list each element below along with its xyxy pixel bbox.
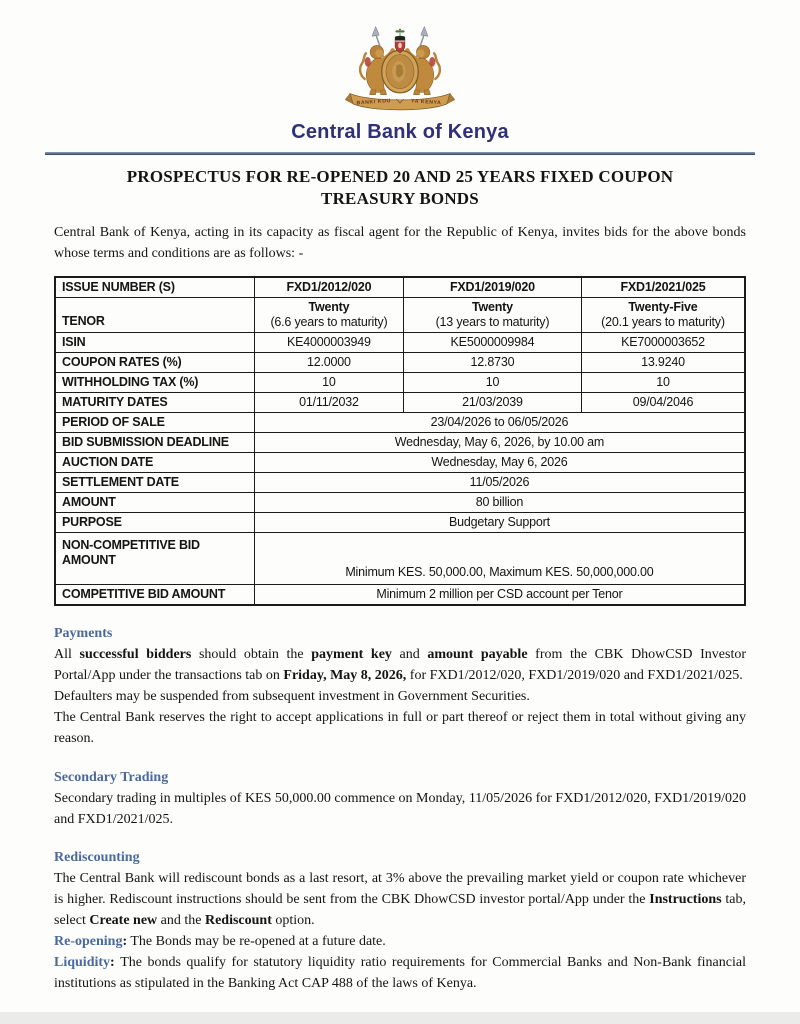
document-title-line1: PROSPECTUS FOR RE-OPENED 20 AND 25 YEARS FIXED COUPON: [126, 167, 674, 186]
banner-text-right: YA KENYA: [410, 98, 442, 107]
rediscounting-heading: Rediscounting: [54, 850, 140, 865]
tenor-1-years: Twenty: [308, 300, 350, 314]
purpose-value: Budgetary Support: [254, 513, 745, 533]
document-title-line2: TREASURY BONDS: [321, 189, 479, 208]
liquidity-label: Liquidity: [54, 955, 111, 970]
cbk-coat-of-arms-icon: [333, 24, 467, 118]
row-label: MATURITY DATES: [55, 393, 254, 413]
issue-number-1: FXD1/2012/020: [254, 277, 403, 298]
document-title: [54, 166, 746, 210]
settlement-date-value: 11/05/2026: [254, 473, 745, 493]
scan-edge-strip: [0, 1012, 800, 1024]
table-row-maturity-dates: [55, 393, 745, 413]
row-label: WITHHOLDING TAX (%): [55, 373, 254, 393]
amount-value: 80 billion: [254, 493, 745, 513]
table-row-isin: [55, 333, 745, 353]
tenor-3-maturity: (20.1 years to maturity): [601, 315, 725, 329]
row-label: PERIOD OF SALE: [55, 413, 254, 433]
coupon-rate-2: 12.8730: [403, 353, 581, 373]
central-shield-icon: [382, 50, 419, 93]
intro-paragraph: Central Bank of Kenya, acting in its capacity as fiscal agent for the Republic of Kenya, invites bids for the above bonds whose terms and conditions are as follows: -: [54, 225, 746, 261]
table-row-competitive-bid: [55, 585, 745, 606]
isin-3: KE7000003652: [581, 333, 745, 353]
row-label: COMPETITIVE BID AMOUNT: [55, 585, 254, 606]
tenor-2-maturity: (13 years to maturity): [435, 315, 550, 329]
table-row-purpose: [55, 513, 745, 533]
withholding-tax-2: 10: [403, 373, 581, 393]
table-row-amount: [55, 493, 745, 513]
table-row-issue-number: [55, 277, 745, 298]
bond-terms-table: [54, 276, 746, 606]
row-label: TENOR: [55, 298, 254, 333]
secondary-trading-heading: Secondary Trading: [54, 770, 169, 785]
tenor-1-maturity: (6.6 years to maturity): [270, 315, 388, 329]
reopening-label: Re-opening: [54, 934, 123, 949]
row-label: AUCTION DATE: [55, 453, 254, 473]
tenor-1: [254, 298, 403, 333]
row-label: ISSUE NUMBER (S): [55, 277, 254, 298]
liquidity-paragraph: Liquidity: The bonds qualify for statutory liquidity ratio requirements for Commercial Banks and Non-Bank financial institutions as stipulated in the Banking Act CAP 488 of the laws of Kenya.: [54, 955, 746, 991]
issue-number-2: FXD1/2019/020: [403, 277, 581, 298]
table-row-settlement-date: [55, 473, 745, 493]
maturity-date-3: 09/04/2046: [581, 393, 745, 413]
coupon-rate-1: 12.0000: [254, 353, 403, 373]
withholding-tax-3: 10: [581, 373, 745, 393]
row-label: AMOUNT: [55, 493, 254, 513]
bid-deadline-value: Wednesday, May 6, 2026, by 10.00 am: [254, 433, 745, 453]
maturity-date-2: 21/03/2039: [403, 393, 581, 413]
row-label: BID SUBMISSION DEADLINE: [55, 433, 254, 453]
row-label: COUPON RATES (%): [55, 353, 254, 373]
maturity-date-1: 01/11/2032: [254, 393, 403, 413]
withholding-tax-1: 10: [254, 373, 403, 393]
isin-2: KE5000009984: [403, 333, 581, 353]
payments-paragraph-1: All successful bidders should obtain the payment key and amount payable from the CBK DhowCSD Investor Portal/App under the transactions tab on Friday, May 8, 2026, for FXD1/2012/020, FXD1/2019/020 and FXD1/2021/025.: [54, 647, 747, 683]
non-competitive-bid-value: Minimum KES. 50,000.00, Maximum KES. 50,000,000.00: [254, 533, 745, 585]
table-row-withholding-tax: [55, 373, 745, 393]
tenor-2-years: Twenty: [471, 300, 513, 314]
secondary-trading-paragraph: Secondary trading in multiples of KES 50,000.00 commence on Monday, 11/05/2026 for FXD1/2012/020, FXD1/2019/020 and FXD1/2021/025.: [54, 791, 746, 827]
isin-1: KE4000003949: [254, 333, 403, 353]
reopening-paragraph: Re-opening: The Bonds may be re-opened at a future date.: [54, 934, 386, 949]
rediscounting-paragraph: The Central Bank will rediscount bonds as a last resort, at 3% above the prevailing market yield or coupon rate whichever is higher. Rediscount instructions should be sent from the CBK DhowCSD investor portal/App under the Instructions tab, select Create new and the Rediscount option.: [54, 871, 746, 928]
kenya-shield-icon: [395, 29, 405, 53]
period-of-sale-value: 23/04/2026 to 06/05/2026: [254, 413, 745, 433]
cbk-logo: [54, 24, 746, 118]
table-row-bid-deadline: [55, 433, 745, 453]
table-row-auction-date: [55, 453, 745, 473]
divider-line: [45, 152, 755, 155]
table-row-period-of-sale: [55, 413, 745, 433]
banner-text-left: BANKI KUU: [356, 98, 392, 107]
table-row-coupon-rates: [55, 353, 745, 373]
banner-ribbon-icon: [345, 94, 455, 110]
table-row-non-competitive-bid: [55, 533, 745, 585]
row-label: PURPOSE: [55, 513, 254, 533]
payments-heading: Payments: [54, 626, 113, 641]
issue-number-3: FXD1/2021/025: [581, 277, 745, 298]
table-row-tenor: [55, 298, 745, 333]
competitive-bid-value: Minimum 2 million per CSD account per Tenor: [254, 585, 745, 606]
row-label: NON-COMPETITIVE BID AMOUNT: [55, 533, 254, 585]
row-label: ISIN: [55, 333, 254, 353]
row-label: SETTLEMENT DATE: [55, 473, 254, 493]
defaulters-paragraph: Defaulters may be suspended from subsequent investment in Government Securities.: [54, 689, 530, 704]
tenor-2: [403, 298, 581, 333]
org-name: Central Bank of Kenya: [291, 121, 509, 143]
tenor-3-years: Twenty-Five: [628, 300, 698, 314]
coupon-rate-3: 13.9240: [581, 353, 745, 373]
auction-date-value: Wednesday, May 6, 2026: [254, 453, 745, 473]
tenor-3: [581, 298, 745, 333]
reserves-right-paragraph: The Central Bank reserves the right to accept applications in full or part thereof or reject them in total without giving any reason.: [54, 710, 746, 746]
